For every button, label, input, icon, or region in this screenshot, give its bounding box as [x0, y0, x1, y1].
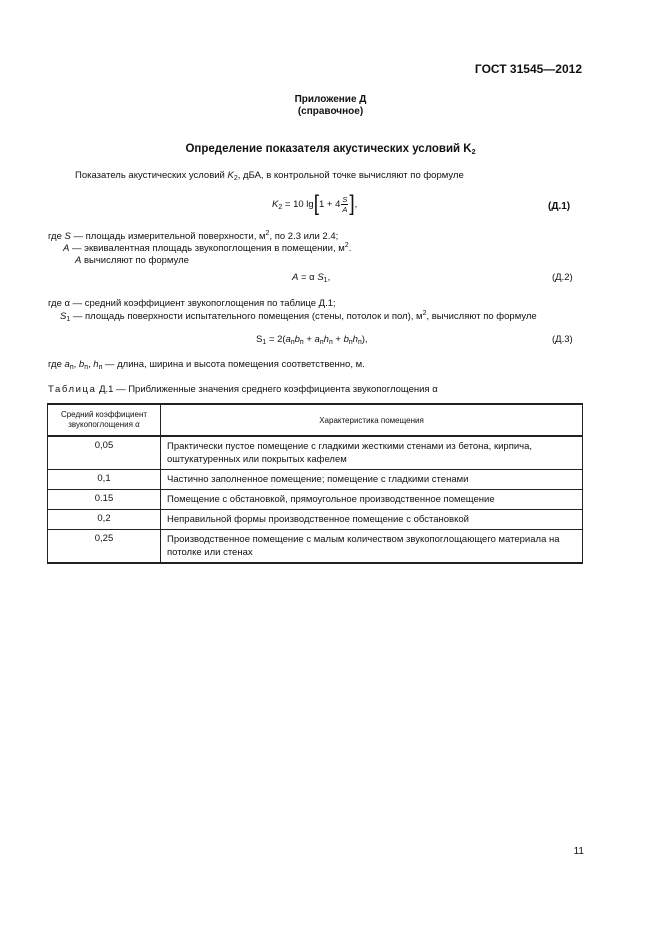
table-header-description: Характеристика помещения [161, 404, 583, 436]
table-header-coefficient-line2: звукопоглощения α [68, 420, 140, 429]
section-title-text: Определение показателя акустических условий K [185, 143, 472, 155]
eq3-term2-a: a [314, 334, 320, 345]
where3-prefix: где [48, 359, 65, 370]
where1-line1-text: — площадь измерительной поверхности, м [70, 231, 266, 242]
where1-line1-prefix: где [48, 231, 65, 242]
eq1-open-bracket: [ [313, 191, 319, 216]
equation-d1-number: (Д.1) [548, 201, 571, 212]
annex-title: Приложение Д [294, 94, 367, 105]
eq3-tail: ), [361, 334, 368, 345]
where1-line2 [63, 242, 351, 254]
where1-line2-superscript: 2 [344, 242, 349, 249]
where3-width-subscript: п [84, 364, 88, 371]
where1-line2-variable: A [63, 243, 70, 254]
table-header-coefficient [48, 404, 161, 436]
eq3-term1-a: a [285, 334, 291, 345]
table-row [48, 530, 583, 564]
eq1-close-bracket: ] [349, 191, 355, 216]
table-cell-description: Помещение с обстановкой, прямоугольное производственное помещение [161, 490, 583, 510]
eq3-lhs-subscript: 1 [262, 339, 267, 346]
section-title-subscript: 2 [471, 149, 476, 156]
table-cell-description: Частично заполненное помещение; помещение с гладкими стенами [161, 470, 583, 490]
where3-comma-2: , [87, 359, 94, 370]
equation-d3 [256, 334, 368, 346]
eq1-lhs: K [272, 199, 279, 211]
where2-line2 [60, 310, 537, 323]
eq3-term2-h-subscript: п [328, 339, 333, 346]
where2-line2-variable: S [60, 311, 67, 322]
where3-length-variable: a [64, 359, 70, 370]
table-cell-coefficient: 0,25 [48, 530, 161, 564]
equation-d1 [272, 191, 358, 216]
eq1-fraction [341, 195, 348, 214]
eq1-tail: , [354, 199, 358, 211]
where2-line2-superscript: 2 [422, 310, 427, 317]
eq3-plus-2: + [332, 334, 344, 345]
eq3-term1-a-subscript: п [290, 339, 295, 346]
where3-width-variable: b [78, 359, 85, 370]
intro-text-end: , дБА, в контрольной точке вычисляют по формуле [237, 170, 464, 181]
eq3-term3-h-subscript: п [357, 339, 362, 346]
where1-line2-text: — эквивалентная площадь звукопоглощения в помещении, м [69, 243, 345, 254]
table-cell-description: Практически пустое помещение с гладкими жесткими стенами из бетона, кирпича, оштукатуренных или покрытых кафелем [161, 436, 583, 470]
where3-length-subscript: п [69, 364, 74, 371]
eq1-fraction-denominator: A [342, 205, 348, 214]
eq2-area-subscript: 1 [323, 277, 328, 284]
table-cell-description: Неправильной формы производственное помещение с обстановкой [161, 510, 583, 530]
where1-line1 [48, 230, 338, 242]
table-header-row [48, 404, 583, 436]
where2-line2-end: , вычисляют по формуле [426, 311, 537, 322]
eq2-area-variable: S [317, 272, 324, 283]
where3-height-subscript: п [98, 364, 103, 371]
where3-comma-1: , [73, 359, 79, 370]
where1-line1-superscript: 2 [265, 230, 270, 237]
document-code: ГОСТ 31545—2012 [474, 62, 582, 76]
where1-line2-end: . [348, 243, 352, 254]
intro-paragraph [75, 170, 464, 182]
eq3-plus-1: + [303, 334, 315, 345]
table-header-coefficient-line1: Средний коэффициент [60, 410, 148, 419]
table-caption-text: Д.1 — Приближенные значения среднего коэффициента звукопоглощения α [96, 384, 438, 395]
absorption-coefficient-table [47, 403, 583, 564]
eq3-term2-a-subscript: п [319, 339, 324, 346]
section-title [0, 143, 661, 156]
where1-line3 [75, 255, 189, 266]
where1-line1-variable: S [64, 231, 71, 242]
table-cell-coefficient: 0,05 [48, 436, 161, 470]
table-caption-label: Таблица [48, 384, 97, 395]
where3-text: — длина, ширина и высота помещения соответственно, м. [102, 359, 365, 370]
eq3-lhs: S [256, 334, 263, 345]
where3-height-variable: h [93, 359, 99, 370]
eq1-inner-sum: 1 + 4 [318, 199, 341, 211]
where1-line3-variable: A [75, 255, 82, 266]
eq1-lhs-subscript: 2 [278, 204, 283, 212]
eq3-term2-h: h [323, 334, 329, 345]
eq3-term1-b-subscript: п [299, 339, 304, 346]
intro-variable-subscript: 2 [233, 175, 238, 182]
equation-d3-number: (Д.3) [552, 334, 573, 345]
table-cell-coefficient: 0,2 [48, 510, 161, 530]
where1-line3-text: вычисляют по формуле [81, 255, 189, 266]
table-row [48, 490, 583, 510]
annex-subtitle: (справочное) [297, 106, 364, 117]
eq2-tail: , [327, 272, 331, 283]
where1-line1-end: , по 2.3 или 2.4; [269, 231, 339, 242]
equation-d2-number: (Д.2) [552, 272, 573, 283]
eq2-alpha-term: = α [298, 272, 318, 283]
intro-text: Показатель акустических условий [75, 170, 228, 181]
eq3-term1-b: b [294, 334, 300, 345]
table-cell-coefficient: 0.15 [48, 490, 161, 510]
where2-line1: где α — средний коэффициент звукопоглощения по таблице Д.1; [48, 298, 336, 309]
eq3-term3-h: h [352, 334, 358, 345]
equation-d2 [292, 272, 330, 284]
table-row [48, 470, 583, 490]
table-cell-description: Производственное помещение с малым количеством звукопоглощающего материала на потолке или стенах [161, 530, 583, 564]
where3-line [48, 359, 365, 371]
where2-line2-text: — площадь поверхности испытательного помещения (стены, потолок и пол), м [70, 311, 423, 322]
table-row [48, 510, 583, 530]
intro-variable: K [227, 170, 234, 181]
eq3-open: = 2( [266, 334, 286, 345]
eq3-term3-b-subscript: п [348, 339, 353, 346]
eq2-lhs: A [292, 272, 299, 283]
eq1-log-term: = 10 lg [282, 199, 314, 211]
table-caption [48, 384, 438, 395]
page-number: 11 [573, 846, 584, 857]
eq3-term3-b: b [343, 334, 349, 345]
table-cell-coefficient: 0,1 [48, 470, 161, 490]
eq1-fraction-numerator: S [342, 195, 348, 204]
where2-line2-subscript: 1 [66, 316, 71, 323]
table-row [48, 436, 583, 470]
